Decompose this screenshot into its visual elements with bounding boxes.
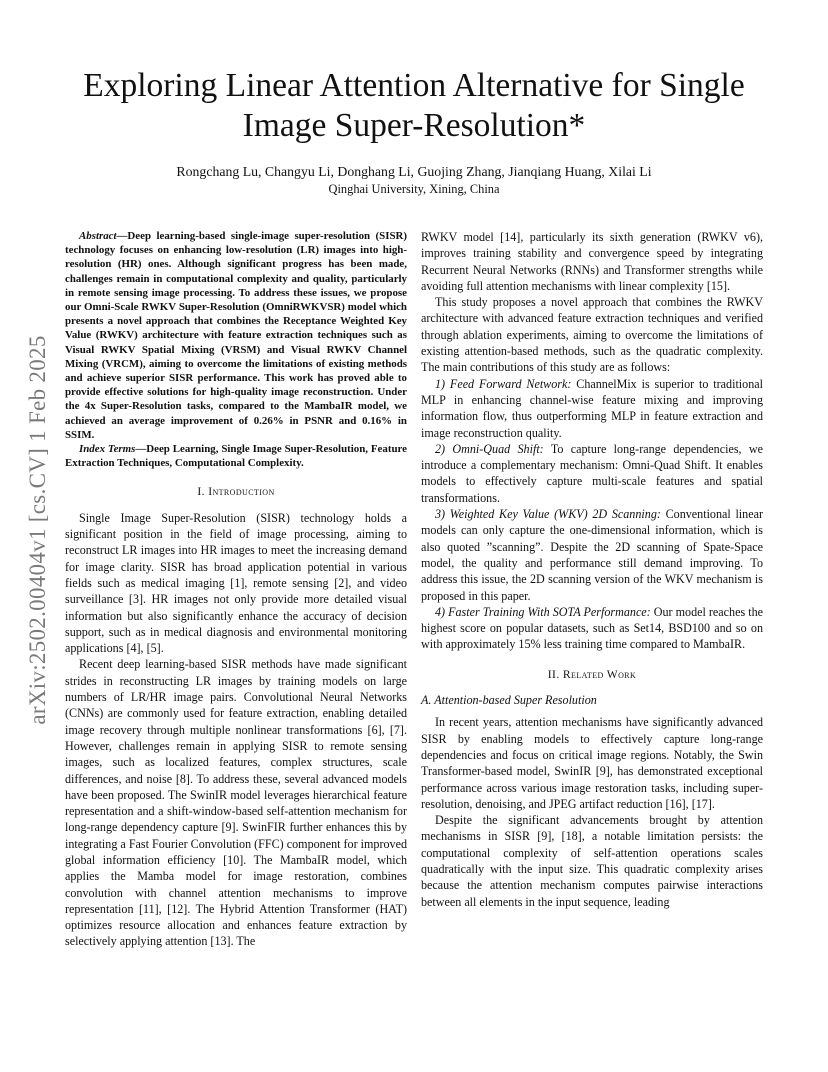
index-terms-label: Index Terms [79,443,136,456]
intro-paragraph-1: Single Image Super-Resolution (SISR) technology holds a significant position in the field of image processing, aiming to reconstruct LR images into HR images to meet the increasing demand for image clarity. SISR has broad application potential in various fields such as medical imaging [1], remote sensing [2], and video surveillance [3]. HR images not only provide more detailed visual information but also significantly enhance the accuracy of decision support, such as in medical diagnosis and environmental monitoring applications [4], [5]. [65,510,407,656]
intro-paragraph-2: Recent deep learning-based SISR methods have made significant strides in reconstructing LR images by training models on large numbers of LR/HR image pairs. Convolutional Neural Networks (CNNs) are commonly used for feature extraction, enabling detailed image recovery through multiple nonlinear transformations [6], [7]. However, challenges remain in applying SISR to remote sensing images, such as localized features, complex structures, scale differences, and noise [8]. To address these, several advanced models have been proposed. The SwinIR model leverages hierarchical feature representation and a shift-window-based self-attention mechanism for long-range dependency capture [9]. SwinFIR further enhances this by integrating a Fast Fourier Convolution (FFC) component for improved global information efficiency [10]. The MambaIR model, which applies the Mamba model for image restoration, combines convolution with channel attention mechanisms to improve representation [11], [12]. The Hybrid Attention Transformer (HAT) optimizes resource allocation and enhances feature extraction by selectively applying attention [13]. The [65,657,407,949]
arxiv-stamp [18,300,58,760]
intro-continuation: RWKV model [14], particularly its sixth generation (RWKV v6), improves training stability and convergence speed by integrating Recurrent Neural Networks (RNNs) and Transformer strengths while avoiding full attention mechanisms with linear complexity [15]. [421,230,763,293]
section-2-name: Related Work [562,667,637,681]
right-column [421,229,763,910]
contribution-2-text: To capture long-range dependencies, we introduce a complementary mechanism: Omni-Quad Shift. It enables models to effectively capture multi-scale features and spatial transformations. [421,441,763,505]
contribution-1 [421,376,763,441]
abstract-paragraph [65,229,407,442]
related-paragraph-1: In recent years, attention mechanisms have significantly advanced SISR by enabling models to effectively capture long-range dependencies and focus on critical image regions. Notably, the Swin Transformer-based model, SwinIR [9], has demonstrated exceptional performance across various image restoration tasks, including super-resolution, denoising, and JPEG artifact reduction [16], [17]. [421,715,763,811]
contribution-4 [421,604,763,653]
section-2-numeral: II. [547,667,563,681]
authors: Rongchang Lu, Changyu Li, Donghang Li, Guojing Zhang, Jianqiang Huang, Xilai Li [176,164,652,179]
paper-title [70,66,758,146]
abstract-text: —Deep learning-based single-image super-resolution (SISR) technology focuses on enhancing low-resolution (LR) images into high-resolution (HR) ones. Although significant progress has been made, challenges remain in computational complexity and quality, particularly in remote sensing image processing. To address these issues, we propose our Omni-Scale RWKV Super-Resolution (OmniRWKVSR) model which presents a novel approach that combines the Receptance Weighted Key Value (RWKV) architecture with feature extraction techniques such as Visual RWKV Spatial Mixing (VRSM) and Visual RWKV Channel Mixing (VRCM), aiming to overcome the limitations of existing methods and achieve superior SISR performance. This work has proved able to provide effective solutions for high-quality image reconstruction. Under the 4x Super-Resolution tasks, compared to the MambaIR model, we achieved an average improvement of 0.26% in PSNR and 0.16% in SSIM. [65,230,407,441]
contribution-1-text: ChannelMix is superior to traditional MLP in enhancing channel-wise feature mixing and improving information flow, thus outperforming MLP in feature extraction and image reconstruction quality. [421,376,763,440]
index-terms [65,442,407,470]
subsection-heading: A. Attention-based Super Resolution [421,693,597,708]
contribution-4-lead: 4) Faster Training With SOTA Performance: [435,604,651,619]
related-paragraph-2: Despite the significant advancements brought by attention mechanisms in SISR [9], [18], a notable limitation persists: the computational complexity of self-attention operations scales quadratically with the input size. This quadratic complexity arises because the attention mechanism computes pairwise interactions between all elements in the input sequence, leading [421,813,763,909]
contribution-2-lead: 2) Omni-Quad Shift: [435,441,544,456]
abstract-label: Abstract [79,230,117,242]
contribution-3-text: Conventional linear models can only capture the one-dimensional information, which is also quoted ”scanning”. Despite the 2D scanning of Spate-Space model, the quality and performance still demand improving. To address this issue, the 2D scanning version of the WKV mechanism is proposed in this paper. [421,507,763,603]
arxiv-stamp-text: arXiv:2502.00404v1 [cs.CV] 1 Feb 2025 [25,335,50,725]
title-line-2: Image Super-Resolution* [242,107,586,144]
section-1-name: Introduction [208,485,275,499]
contribution-3 [421,506,763,604]
contribution-3-lead: 3) Weighted Key Value (WKV) 2D Scanning: [435,507,661,522]
contribution-4-text: Our model reaches the highest score on popular datasets, such as Set14, BSD100 and so on with approximately 15% less training time compared to MambaIR. [421,604,763,652]
section-heading-related-work [421,667,763,683]
title-line-1: Exploring Linear Attention Alternative for Single [83,67,745,104]
left-column [65,229,407,950]
section-1-numeral: I. [197,485,209,499]
contribution-2 [421,441,763,506]
contribution-1-lead: 1) Feed Forward Network: [435,376,572,391]
section-heading-introduction [65,484,407,500]
affiliation: Qinghai University, Xining, China [328,182,500,196]
study-paragraph: This study proposes a novel approach that combines the RWKV architecture with advanced feature extraction techniques and verified through ablation experiments, aiming to overcome the limitations of existing attention-based methods, such as the quadratic complexity. The main contributions of this study are as follows: [421,295,763,375]
abstract [65,229,407,470]
index-terms-text: —Deep Learning, Single Image Super-Resolution, Feature Extraction Techniques, Computational Complexity. [65,443,407,470]
